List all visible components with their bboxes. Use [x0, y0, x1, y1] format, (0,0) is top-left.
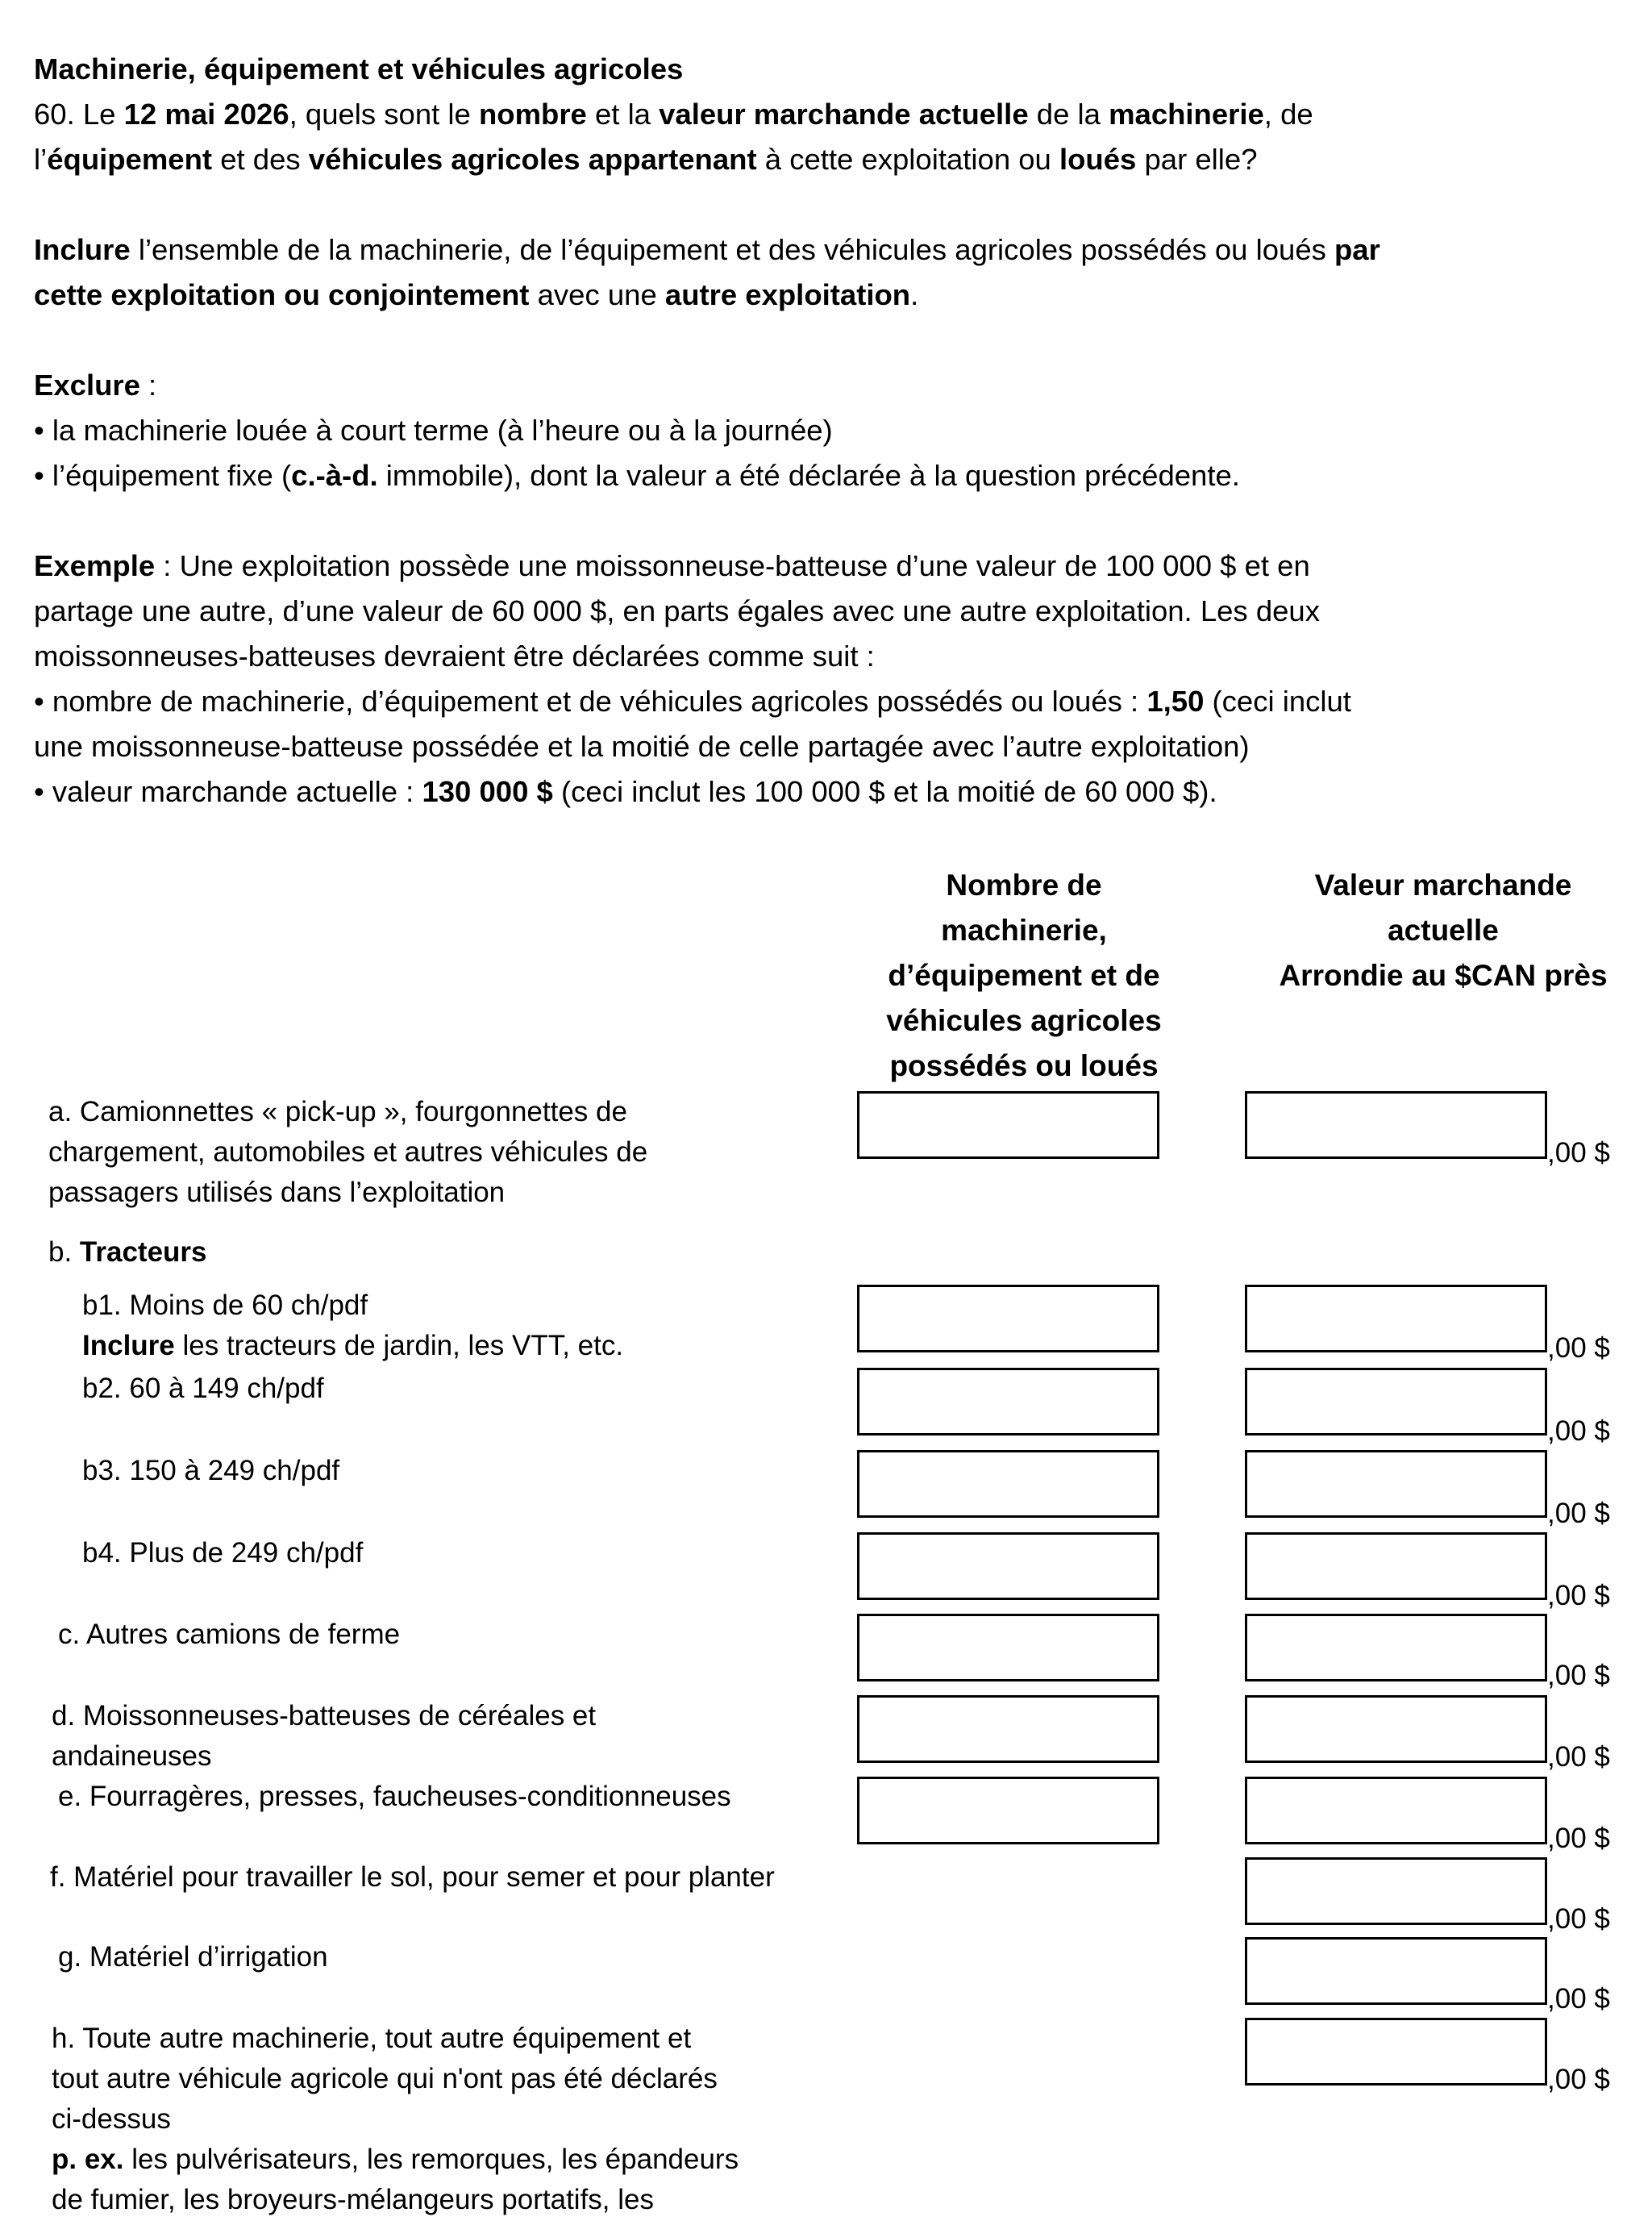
count-input-b2[interactable] [857, 1368, 1159, 1436]
exclude-item-1: • la machinerie louée à court terme (à l’heure ou à la journée) [34, 414, 833, 447]
count-input-a[interactable] [857, 1091, 1159, 1159]
example-line-3: moissonneuses-batteuses devraient être déclarées comme suit : [34, 640, 875, 673]
column-header-value: Valeur marchande actuelle Arrondie au $CAN près [1279, 869, 1608, 992]
column-header-count: Nombre de machinerie, d’équipement et de véhicules agricoles possédés ou loués [886, 869, 1162, 1082]
question-line-2: l’équipement et des véhicules agricoles appartenant à cette exploitation ou loués par elle? [34, 143, 1258, 176]
row-label-c: c. Autres camions de ferme [58, 1619, 401, 1650]
currency-suffix-a: ,00 $ [1547, 1137, 1610, 1169]
currency-suffix-c: ,00 $ [1547, 1660, 1610, 1691]
currency-suffix-b4: ,00 $ [1547, 1580, 1610, 1611]
row-label-f: f. Matériel pour travailler le sol, pour semer et pour planter [50, 1861, 775, 1893]
include-line-1: Inclure l’ensemble de la machinerie, de l’équipement et des véhicules agricoles possédés ou loués par [34, 233, 1380, 266]
value-input-f[interactable] [1245, 1857, 1547, 1925]
row-label-b3: b3. 150 à 249 ch/pdf [82, 1455, 340, 1486]
currency-suffix-h: ,00 $ [1547, 2064, 1610, 2095]
question-line-1: 60. Le 12 mai 2026, quels sont le nombre et la valeur marchande actuelle de la machinerie, de [34, 98, 1313, 131]
row-label-a: a. Camionnettes « pick-up », fourgonnettes de chargement, automobiles et autres véhicules de passagers utilisés dans l’exploitation [48, 1096, 648, 1208]
row-label-b: b. Tracteurs [48, 1236, 207, 1268]
row-label-h: h. Toute autre machinerie, tout autre équipement et tout autre véhicule agricole qui n'ont pas été déclarés ci-dessus p. ex. les pulvérisateurs, les remorques, les épandeurs de fumier, les broyeurs-mélangeurs portatifs, les [52, 2023, 739, 2215]
exclude-item-2: • l’équipement fixe (c.-à-d. immobile), dont la valeur a été déclarée à la question précédente. [34, 459, 1240, 492]
value-input-a[interactable] [1245, 1091, 1547, 1159]
row-label-d: d. Moissonneuses-batteuses de céréales et andaineuses [52, 1700, 597, 1772]
currency-suffix-g: ,00 $ [1547, 1983, 1610, 2015]
value-input-b1[interactable] [1245, 1285, 1547, 1352]
currency-suffix-d: ,00 $ [1547, 1741, 1610, 1773]
currency-suffix-b3: ,00 $ [1547, 1498, 1610, 1529]
value-input-b4[interactable] [1245, 1532, 1547, 1600]
include-line-2: cette exploitation ou conjointement avec une autre exploitation. [34, 278, 919, 311]
value-input-g[interactable] [1245, 1937, 1547, 2005]
currency-suffix-f: ,00 $ [1547, 1903, 1610, 1935]
example-line-2: partage une autre, d’une valeur de 60 000 $, en parts égales avec une autre exploitation. Les deux [34, 594, 1320, 627]
row-label-g: g. Matériel d’irrigation [58, 1941, 328, 1973]
value-input-d[interactable] [1245, 1695, 1547, 1763]
currency-suffix-b1: ,00 $ [1547, 1332, 1610, 1364]
count-input-d[interactable] [857, 1695, 1159, 1763]
count-input-b1[interactable] [857, 1285, 1159, 1352]
exclude-title: Exclure : [34, 369, 157, 402]
value-input-b2[interactable] [1245, 1368, 1547, 1436]
example-line-4: • nombre de machinerie, d’équipement et de véhicules agricoles possédés ou loués : 1,50 (ceci inclut [34, 685, 1351, 718]
row-label-b4: b4. Plus de 249 ch/pdf [82, 1537, 364, 1569]
value-input-c[interactable] [1245, 1614, 1547, 1681]
row-label-b1: b1. Moins de 60 ch/pdf Inclure les tracteurs de jardin, les VTT, etc. [82, 1290, 624, 1361]
count-input-c[interactable] [857, 1614, 1159, 1681]
currency-suffix-e: ,00 $ [1547, 1823, 1610, 1854]
value-input-e[interactable] [1245, 1777, 1547, 1844]
count-input-b3[interactable] [857, 1450, 1159, 1518]
value-input-b3[interactable] [1245, 1450, 1547, 1518]
currency-suffix-b2: ,00 $ [1547, 1415, 1610, 1447]
example-line-1: Exemple : Une exploitation possède une moissonneuse-batteuse d’une valeur de 100 000 $ et en [34, 549, 1310, 582]
section-title: Machinerie, équipement et véhicules agricoles [34, 52, 684, 85]
example-line-5: une moissonneuse-batteuse possédée et la moitié de celle partagée avec l’autre exploitation) [34, 730, 1250, 763]
count-input-b4[interactable] [857, 1532, 1159, 1600]
example-line-6: • valeur marchande actuelle : 130 000 $ (ceci inclut les 100 000 $ et la moitié de 60 000 $). [34, 775, 1217, 808]
value-input-h[interactable] [1245, 2018, 1547, 2086]
row-label-e: e. Fourragères, presses, faucheuses-conditionneuses [58, 1781, 731, 1812]
row-label-b2: b2. 60 à 149 ch/pdf [82, 1373, 324, 1404]
count-input-e[interactable] [857, 1777, 1159, 1844]
